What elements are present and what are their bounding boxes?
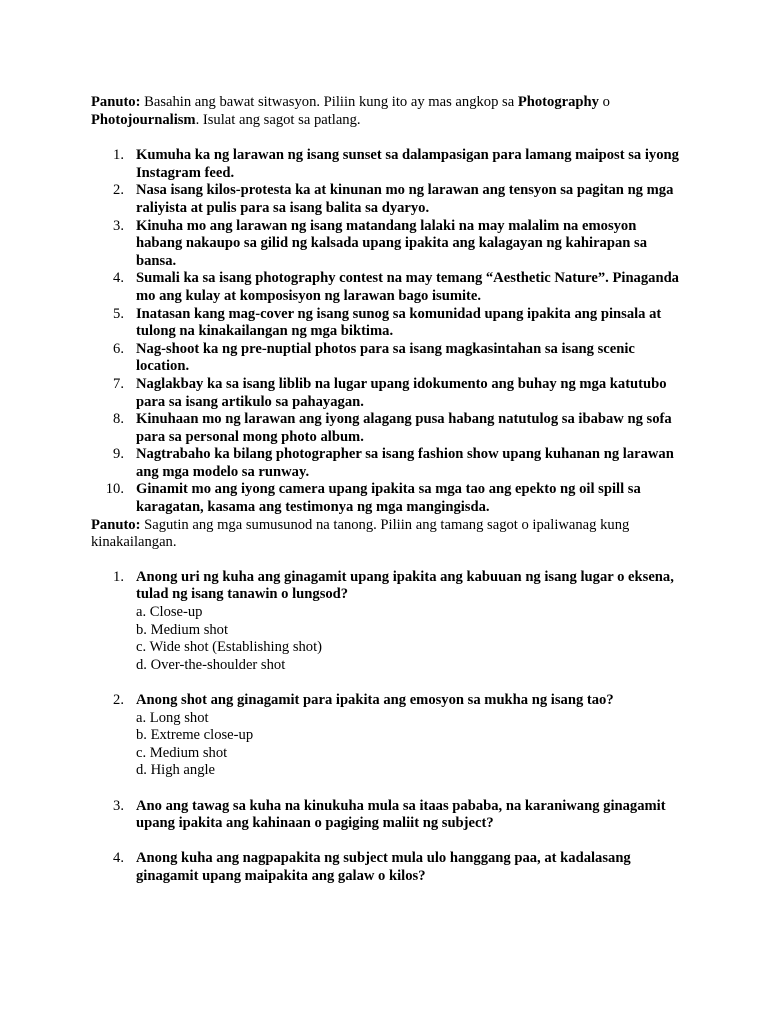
question-item [91,569,681,675]
situation-item [91,306,681,341]
situation-item [91,341,681,376]
situation-item [91,218,681,271]
instruction-1-photojournalism: Photojournalism [91,111,196,128]
situation-number: 1. [113,147,124,164]
situation-text: Ginamit mo ang iyong camera upang ipakita sa mga tao ang epekto ng oil spill sa karagatan, kasama ang testimonya ng mga mangingisda. [136,481,641,516]
situation-text: Nagtrabaho ka bilang photographer sa isang fashion show upang kuhanan ng larawan ang mga modelo sa runway. [136,446,674,480]
situation-number: 10. [105,481,124,498]
instruction-1-photography: Photography [517,94,599,110]
question-number: 3. [113,797,124,814]
question-number: 2. [113,692,124,708]
situation-number: 8. [113,411,124,428]
situation-list [91,147,681,516]
situation-number: 9. [113,446,124,463]
instruction-1-label: Panuto: [91,94,141,110]
instruction-2-text: Sagutin ang mga sumusunod na tanong. Piliin ang tamang sagot o ipaliwanag kung kinakailangan. [91,516,630,551]
situation-text: Inatasan kang mag-cover ng isang sunog sa komunidad upang ipakita ang pinsala at tulong na kinakailangan ng mga biktima. [136,305,662,340]
situation-text: Kumuha ka ng larawan ng isang sunset sa dalampasigan para lamang maipost sa iyong Instagram feed. [136,147,679,181]
question-text: Anong kuha ang nagpapakita ng subject mula ulo hanggang paa, at kadalasang ginagamit upang maipakita ang galaw o kilos? [136,850,631,884]
situation-number: 6. [113,340,124,357]
instruction-2-label: Panuto: [91,516,141,533]
instruction-1-text-a: Basahin ang bawat sitwasyon. Piliin kung ito ay mas angkop sa [140,94,518,110]
instruction-1-text-c: o [598,94,610,110]
answer-option: b. Extreme close-up [136,727,254,744]
instruction-1-text-e: . Isulat ang sagot sa patlang. [195,111,361,128]
question-text: Ano ang tawag sa kuha na kinukuha mula sa itaas pababa, na karaniwang ginagamit upang ipakita ang kahinaan o pagiging maliit ng subject? [136,797,666,832]
situation-item [91,376,681,411]
question-item [91,692,681,780]
situation-item [91,147,681,182]
situation-number: 4. [113,270,124,287]
question-text: Anong shot ang ginagamit para ipakita ang emosyon sa mukha ng isang tao? [136,692,614,708]
answer-option: d. High angle [136,762,216,779]
situation-text: Nasa isang kilos-protesta ka at kinunan mo ng larawan ang tensyon sa pagitan ng mga raliyista at pulis para sa isang balita sa dyaryo. [136,182,674,216]
situation-number: 7. [113,375,124,392]
situation-number: 2. [113,182,124,199]
situation-item [91,481,681,516]
situation-text: Sumali ka sa isang photography contest na may temang “Aesthetic Nature”. Pinaganda mo ang kulay at komposisyon ng larawan bago isumite. [136,270,679,304]
question-number: 1. [113,568,124,585]
question-item [91,850,681,885]
situation-number: 5. [113,305,124,322]
question-list [91,569,681,886]
situation-text: Naglakbay ka sa isang liblib na lugar upang idokumento ang buhay ng mga katutubo para sa isang artikulo sa pahayagan. [136,375,667,410]
answer-option: a. Close-up [136,604,203,621]
situation-item [91,182,681,217]
situation-text: Nag-shoot ka ng pre-nuptial photos para sa isang magkasintahan sa isang scenic location. [136,340,635,375]
situation-item [91,446,681,481]
situation-number: 3. [113,217,124,234]
answer-option: a. Long shot [136,709,209,726]
document-page [91,94,681,903]
question-text: Anong uri ng kuha ang ginagamit upang ipakita ang kabuuan ng isang lugar o eksena, tulad ng isang tanawin o lungsod? [136,568,674,603]
answer-option: c. Wide shot (Establishing shot) [136,639,323,656]
situation-text: Kinuhaan mo ng larawan ang iyong alagang pusa habang natutulog sa ibabaw ng sofa para sa personal mong photo album. [136,411,672,445]
instruction-2 [91,517,681,552]
answer-option: c. Medium shot [136,744,228,761]
situation-text: Kinuha mo ang larawan ng isang matandang lalaki na may malalim na emosyon habang nakaupo sa gilid ng kalsada upang ipakita ang kalagayan ng kahirapan sa bansa. [136,217,647,269]
instruction-1 [91,94,681,129]
question-item [91,798,681,833]
question-number: 4. [113,850,124,867]
situation-item [91,411,681,446]
answer-option: d. Over-the-shoulder shot [136,656,286,673]
situation-item [91,270,681,305]
answer-option: b. Medium shot [136,621,229,638]
